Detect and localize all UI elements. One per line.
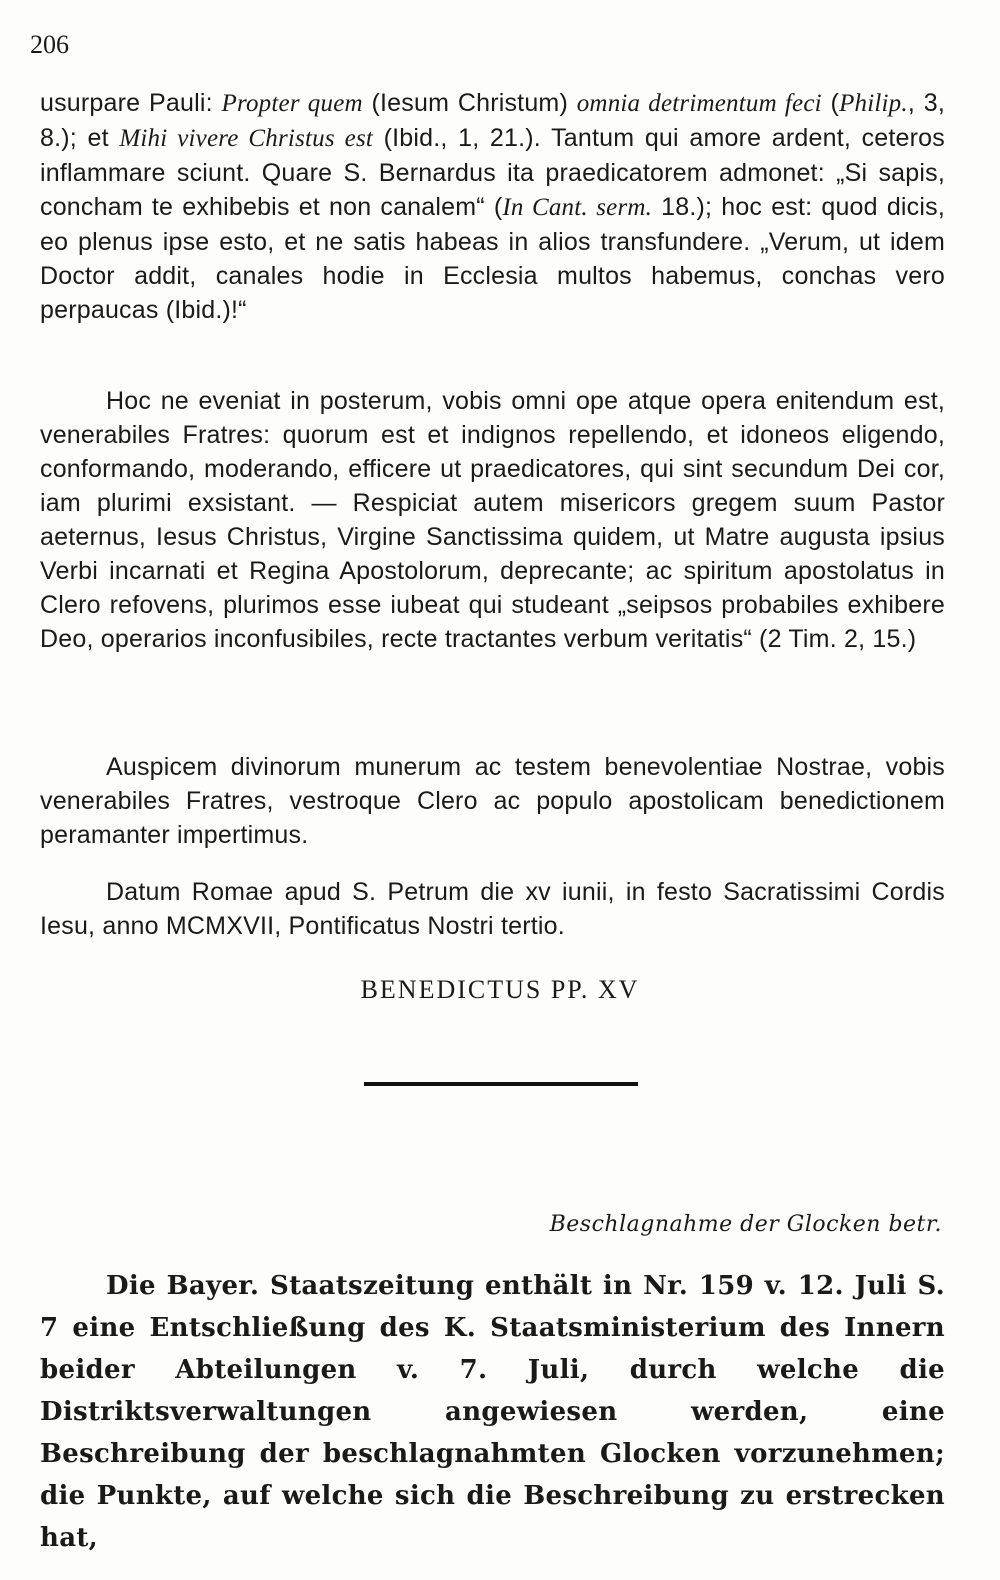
- text-run: 18.); hoc est: quod dicis, eo plenus ipse esto, et ne satis habeas in alios transfundere. „Verum, ut idem Doctor addit, canales hodie in Ecclesia multos habemus, conchas vero perpaucas (Ibid.)!“: [40, 193, 945, 324]
- paragraph-datum-romae: Datum Romae apud S. Petrum die xv iunii, in festo Sacratissimi Cordis Iesu, anno MCMXVII, Pontificatus Nostri tertio.: [40, 878, 945, 940]
- paragraph-hoc-ne-eveniat: Hoc ne eveniat in posterum, vobis omni ope atque opera enitendum est, venerabiles Fratres: quorum est et indignos repellendo, et idoneos eligendo, conformando, moderando, efficere ut praedicatores, qui sint secundum Dei cor, iam plurimi exsistant. — Respiciat autem misericors gregem suum Pastor aeternus, Iesus Christus, Virgine Sanctissima quidem, ut Matre augusta ipsius Verbi incarnati et Regina Apostolorum, deprecante; ac spiritum apostolatus in Clero refovens, plurimos esse iubeat qui studeant „seipsos probabiles exhibere Deo, operarios inconfusibiles, recte tractantes verbum veritatis“ (2 Tim. 2, 15.): [40, 387, 945, 653]
- quote-italic: Mihi vivere Christus est: [119, 125, 374, 152]
- german-section-heading: Beschlagnahme der Glocken betr.: [549, 1212, 942, 1237]
- german-text: Die Bayer. Staatszeitung enthält in Nr. 159 v. 12. Juli S. 7 eine Entschließung des K. Staatsministerium des Innern beider Abteilungen v. 7. Juli, durch welche die Distriktsverwaltungen angewiesen werden, eine Beschreibung der beschlagnahmten Glocken vorzunehmen; die Punkte, auf welche sich die Beschreibung zu erstrecken hat,: [40, 1271, 945, 1553]
- section-divider: [364, 1082, 638, 1086]
- text-run: (: [821, 89, 840, 117]
- citation-italic: In Cant. serm.: [502, 194, 653, 221]
- german-paragraph: [40, 1265, 945, 1559]
- text-run: , 3, 8.); et: [40, 89, 945, 152]
- quote-italic: Propter quem: [221, 90, 363, 117]
- page-number: 206: [30, 30, 69, 59]
- quote-italic: omnia detrimentum feci: [576, 90, 822, 117]
- paragraph-auspicem: Auspicem divinorum munerum ac testem benevolentiae Nostrae, vobis venerabiles Fratres, vestroque Clero ac populo apostolicam benedictionem peramanter impertimus.: [40, 753, 945, 849]
- paragraph-pauli-bernardus: [40, 86, 945, 327]
- text-run: (Ibid., 1, 21.). Tantum qui amore ardent, ceteros inflammare sciunt. Quare S. Bernardus ita praedicatorem admonet: „Si sapis, concham te exhibebis et non canalem“ (: [40, 124, 945, 221]
- papal-signature: BENEDICTUS PP. XV: [360, 975, 640, 1004]
- text-run: (Iesum Christum): [362, 89, 577, 117]
- text-run: usurpare Pauli:: [40, 89, 222, 117]
- citation-italic: Philip.: [839, 90, 908, 117]
